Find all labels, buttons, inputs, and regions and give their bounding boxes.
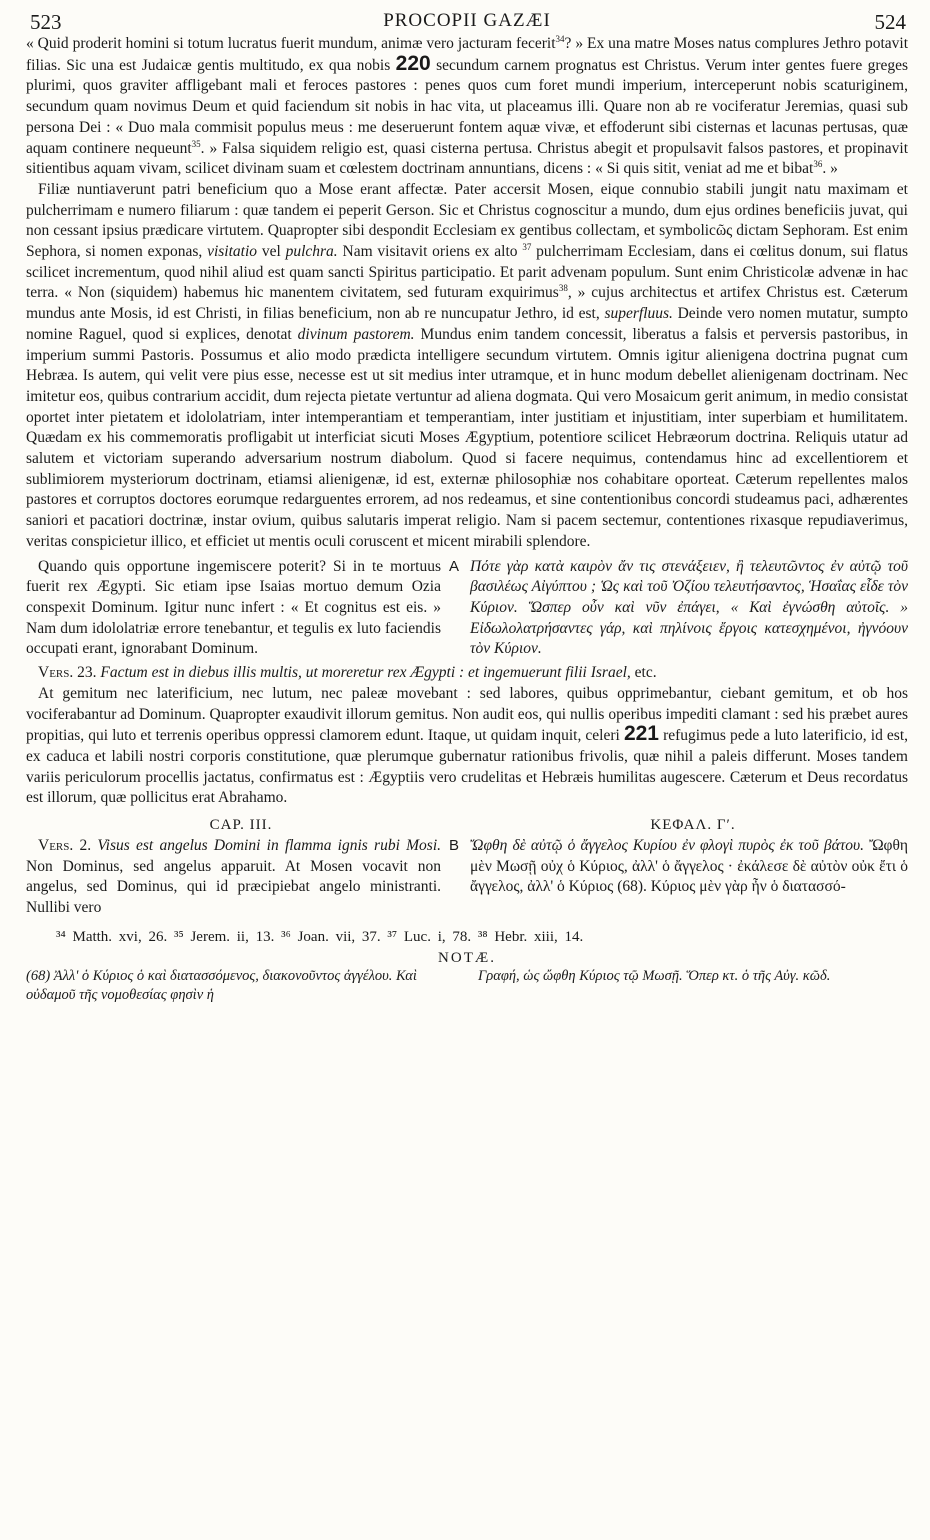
footnote-ref: 36 xyxy=(813,159,823,170)
text-span: « Quid proderit homini si totum lucratus fuerit mundum, animæ vero jacturam fecerit xyxy=(26,35,556,52)
greek-column xyxy=(470,557,908,661)
italic-term: visitatio xyxy=(207,243,258,261)
footnote-ref: 35 xyxy=(191,138,201,149)
note-right: Γραφή, ὡς ὤφθη Κύριος τῷ Μωσῇ. Ὅπερ κτ. ὁ τῆς Αὐγ. κῶδ. xyxy=(478,967,831,984)
running-header xyxy=(26,0,908,34)
greek-text xyxy=(470,836,908,898)
greek-text: Πότε γὰρ κατὰ καιρὸν ἄν τις στενάξειεν, ἢ τελευτῶντος ἐν αὐτῷ τοῦ βασιλέως Αἰγύπτου ; Ὡς καὶ τοῦ Ὀζίου τελευτήσαντος, Ἡσαΐας εἶδε τὸν Κύριον. Ὥσπερ οὖν καὶ νῦν ἐπάγει, « Καὶ ἐγνώσθη αὐτοῖς. » Εἰδωλολατρήσαντες γάρ, καὶ πηλίνοις ἔργοις κατεσχημένοι, ἠγνόουν τὸν Κύριον. xyxy=(470,557,908,658)
footnote-ref: 37 xyxy=(522,241,532,252)
note-left: (68) Ἀλλ' ὁ Κύριος ὁ καὶ διατασσόμενος, διακονοῦντος ἀγγέλου. Καὶ οὐδαμοῦ τῆς νομοθεσίας φησὶν ἡ xyxy=(26,967,417,1003)
text-span: , » cujus architectus et artifex Christus est. Cæterum mundus ante Mosis, id est Christi, in filias beneficium, non ab re nuncupatur Jethro, id est, xyxy=(26,284,908,323)
notes-section xyxy=(26,967,908,1005)
italic-term: pulchra. xyxy=(285,243,338,261)
latin-text: Quando quis opportune ingemiscere poterit? Si in te mortuus fuerit rex Ægypti. Sic etiam ipse Isaias mortuo demum Ozia conspexit Dominum. Igitur nunc infert : « Et cognitus est eis. » Nam dum idololatriæ errore tenebantur, et tegulis ex luto faciendis occupati erant, ignorabant Dominum. xyxy=(26,557,441,658)
parallel-section-a xyxy=(26,557,908,661)
verse-23-section xyxy=(26,663,908,809)
latin-column xyxy=(26,836,459,919)
verse-quote: Factum est in diebus illis multis, ut moreretur rex Ægypti : et ingemuerunt filii Israel, xyxy=(100,664,631,682)
paragraph-1 xyxy=(26,34,908,180)
text-span: Nam visitavit oriens ex alto xyxy=(342,243,518,261)
column-marker-b: B xyxy=(448,837,459,855)
parallel-section-b xyxy=(26,836,908,919)
verse-23-text xyxy=(26,684,908,809)
main-text xyxy=(26,34,908,553)
verse-quote: Visus est angelus Domini in flamma ignis rubi Mosi. xyxy=(97,837,441,855)
notes-title: NOTÆ. xyxy=(438,949,496,966)
text-span: Ὤφθη μὲν Μωσῇ οὐχ ὁ Κύριος, ἀλλ' ὁ ἄγγελος · ἐκάλεσε δὲ αὐτὸν οὐκ ἔτι ὁ ἄγγελος, ἀλλ' ὁ Κύριος (68). Κύριος μὲν γὰρ ἦν ὁ διατασσό- xyxy=(470,837,908,896)
footnote-ref: 34 xyxy=(555,33,565,44)
text-span: Filiæ nuntiaverunt patri beneficium quo a Mose erant affectæ. Pater accersit Mosen, eique connubio stabili jungit natu maximam et pulcherrimam e numero filiarum : quæ tandem ei peperit Gerson. Sic et Christus cognoscitur a mundo, dum ejus ordines beneficiis juvat, qui non cessant ipsius prædicare virtutem. Quapropter sibi despondit Ecclesiam ex gentibus collectam, et symbolicῶς dictam Sephoram. Est enim Sephora, si nomen exponas, xyxy=(26,180,908,261)
chapter-heading-latin: CAP. III. xyxy=(209,817,273,834)
text-span: At gemitum nec laterificium, nec lutum, nec paleæ movebant : sed labores, quibus opprimebantur, ciebant gemitum, et ob hos vociferabantur ad Dominum. Quapropter exaudivit illorum gemitus. Non audit eos, qui nullis operibus impediti clamant : sed his præbet aures propitias, qui luto et terrenis operibus oppressi clamorem edunt. Itaque, ut quidam inquit, celeri xyxy=(26,684,908,745)
latin-text xyxy=(26,836,441,919)
italic-term: superfluus. xyxy=(604,305,673,323)
greek-quote: Ὤφθη δὲ αὐτῷ ὁ ἄγγελος Κυρίου ἐν φλογὶ πυρὸς ἐκ τοῦ βάτου. xyxy=(470,837,865,855)
text-span: ? » Ex una matre Moses natus complures Jethro potavit filias. Sic una est Judaicæ gentis multitudo, ex qua nobis xyxy=(26,35,909,74)
running-title: PROCOPII GAZÆI xyxy=(383,10,551,31)
margin-number-221: 221 xyxy=(623,722,659,746)
text-span: . » xyxy=(822,160,838,178)
text-span: pulcherrimam Ecclesiam, dans ei cœlitus donum, sui flatus scilicet incrementum, quod nihil aliud est quam sancti Spiritus participatio. Et parit advenam populum. Sunt enim Christicolæ advenæ in hac terra. « Non (siquidem) habemus hic manentem civitatem, sed futuram exquirimus xyxy=(26,243,909,302)
text-span: secundum carnem prognatus est Christus. Verum inter gentes fuere greges plurimi, quos graviter affligebant mali et feroces pastores : penes quos cum foret mundi imperium, interceperunt nobis scaturiginem, secundum quam novimus Deum et quid faciendum sit nobis in hac vita, ut placeamus illi. Quare non ab re vociferatur Jeremias, quasi sub persona Dei : « Duo mala commisit populus meus : me deseruerunt fontem aquæ vivæ, et effoderunt sibi cisternas et lacunas pertusas, quæ aquam continere nequeunt xyxy=(26,56,909,157)
verse-23-heading xyxy=(26,663,908,684)
text-span: vel xyxy=(261,243,281,261)
paragraph-2 xyxy=(26,180,908,553)
verse-label: Vers. 2. xyxy=(38,837,92,855)
text-span: refugimus pede a luto laterificio, id est, ex caduca et labili nostri corporis constitutione, quæ plerumque gubernatur rationibus frivolis, quæ nihil a paleis differunt. Moses tandem variis periculorum procellis jactatus, confirmatus est : Ægyptiis vero crudelitas et Hebræis humilitas augescere. Cæterum et Deus recordatus est illorum, quæ pollicitus erat Abrahamo. xyxy=(26,727,908,807)
column-number-left: 523 xyxy=(30,10,62,34)
latin-column xyxy=(26,557,459,661)
text-span: Deinde vero nomen mutatur, sumpto nomine Raguel, quod si explices, denotat xyxy=(26,305,909,343)
chapter-heading-greek: ΚΕΦΑΛ. Γʹ. xyxy=(650,817,736,834)
text-span: Mundus enim tandem concessit, liberatus a falsis et perversis pastoribus, in imperium summi Pastoris. Possumus et alio modo prædicta intelligere secundum virtutem. Omnis igitur alienigena doctrina pugnat cum Hebræa. Is autem, qui velit vere pius esse, necesse est ut sit medius inter utramque, et in hunc modum debellet alienigenam doctrinam. Nec imitetur eos, quibus contrarium accidit, dum rejecta pietate vertuntur ad aliena dogmata. Qui vero Mosaicum gerit animum, in medio consistat oportet inter pietatem et idololatriam, inter intemperantiam et temperantiam, inter justitiam et injustitiam, inter superbiam et humilitatem. Quædam ex his commemoratis profligabit ut interficiat sicuti Moses Ægyptium, potentiore scilicet Hebræorum doctrina. Reliquis utatur ad salutem et victoriam superando adversarium nostrum diabolum. Quod si facere nequimus, contendamus hinc ad excellentiorem et sublimiorem mysteriorum doctrinam, etiamsi alienigenæ, id est, externæ philosophiæ nos cohabitare oporteat. Cæterum repellentes malos pastores et corruptos doctores eorumque redarguentes errorem, ad nos redeamus, et sine contentionibus concordi studeamus paci, adhærentes saniori et pacatiori doctrinæ, instar ovium, quibus salutaris imperat religio. Nam si pacem sectemur, contentiones rixasque repudiaverimus, veritas conspicietur illico, et efficiet ut mentis oculi coruscent et micent mirabili splendore. xyxy=(26,325,909,550)
text-span: . » Falsa siquidem religio est, quasi cisterna pertusa. Christus abegit et propulsavit falsos pastores, et propinavit sitientibus aquam vivam, scilicet divinam suam et cœlestem doctrinam annuntians, dicens : « Si quis sitit, veniat ad me et bibat xyxy=(26,139,908,178)
chapter-headings xyxy=(26,817,908,834)
column-marker-a: A xyxy=(448,557,459,575)
margin-number-220: 220 xyxy=(395,51,431,75)
verse-label: Vers. 23. xyxy=(38,664,97,682)
footnote-ref: 38 xyxy=(558,283,568,294)
column-number-right: 524 xyxy=(874,10,906,34)
text-span: etc. xyxy=(634,664,657,682)
text-span: Non Dominus, sed angelus apparuit. At Mosen vocavit non angelus, sed Dominus, qui id præcipiebat angelo ministranti. Nullibi vero xyxy=(26,857,441,917)
greek-column xyxy=(470,836,908,919)
footnotes: ³⁴ Matth. xvi, 26. ³⁵ Jerem. ii, 13. ³⁶ Joan. vii, 37. ³⁷ Luc. i, 78. ³⁸ Hebr. xiii, 14. xyxy=(56,928,584,945)
italic-term: divinum pastorem. xyxy=(297,325,415,343)
